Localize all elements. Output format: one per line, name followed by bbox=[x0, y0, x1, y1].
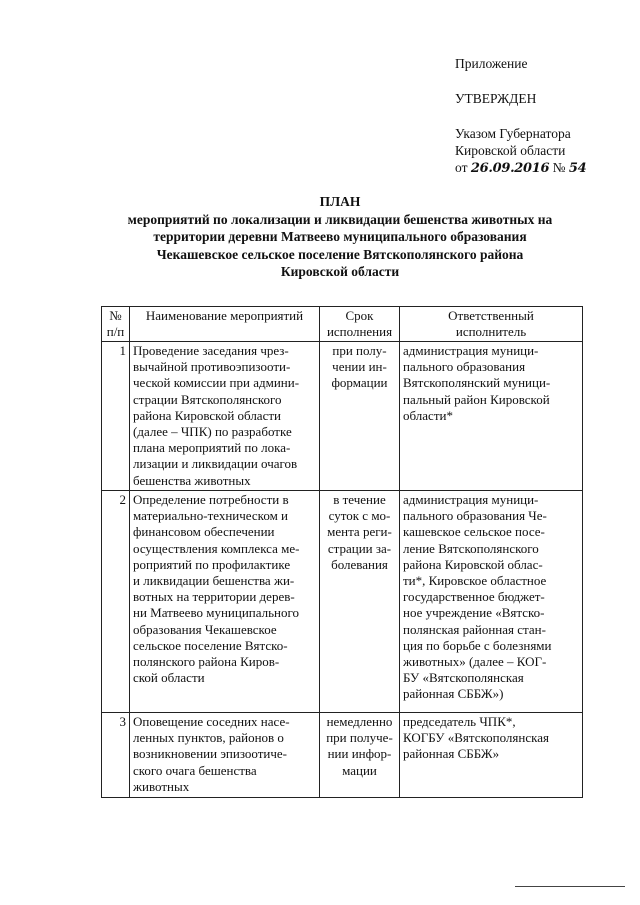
row-name: Оповещение соседних насе- ленных пунктов, районов о возникновении эпизоотиче- ского очага бешенства животных bbox=[130, 713, 320, 798]
row-term: в течение суток с мо- мента реги- страции за- болевания bbox=[320, 491, 400, 713]
table-row bbox=[102, 342, 583, 491]
row-name: Определение потребности в материально-техническом и финансовом обеспечении осуществления комплекса ме- роприятий по профилактике и ликвидации бешенства жи- вотных на территории дерев- ни Матвеево муниципального образования Чекашевское сельское поселение Вятско- полянского района Киров- ской области bbox=[130, 491, 320, 713]
measures-table bbox=[101, 306, 583, 798]
header-responsible: Ответственный исполнитель bbox=[400, 307, 583, 342]
row-num: 1 bbox=[102, 342, 130, 491]
row-responsible: администрация муници- пального образования Че- кашевское сельское посе- ление Вятскополянского района Кировской облас- ти*, Кировское областное государственное бюджет- ное учреждение «Вятско- полянская районная стан- ция по борьбе с болезнями животных» (далее – КОГ- БУ «Вятскополянская районная СББЖ») bbox=[400, 491, 583, 713]
region-label: Кировской области bbox=[455, 143, 566, 158]
appendix-label: Приложение bbox=[455, 56, 528, 71]
header-term: Срок исполнения bbox=[320, 307, 400, 342]
header-num: № п/п bbox=[102, 307, 130, 342]
row-name: Проведение заседания чрез- вычайной противоэпизооти- ческой комиссии при админи- страции Вятскополянского района Кировской области (далее – ЧПК) по разработке плана мероприятий по лока- лизации и ликвидации очагов бешенства животных bbox=[130, 342, 320, 491]
plan-subtitle: мероприятий по локализации и ликвидации бешенства животных на территории деревни Матвеево муниципального образования Чекашевское сельское поселение Вятскополянского района Кировской области bbox=[127, 211, 553, 279]
row-term: немедленно при получе- нии инфор- мации bbox=[320, 713, 400, 798]
plan-heading: ПЛАН bbox=[319, 194, 361, 209]
approval-block bbox=[455, 55, 635, 177]
row-term: при полу- чении ин- формации bbox=[320, 342, 400, 491]
number-prefix: № bbox=[552, 160, 566, 175]
table-header-row bbox=[102, 307, 583, 342]
decree-label: Указом Губернатора bbox=[455, 126, 571, 141]
table-row bbox=[102, 491, 583, 713]
approved-label: УТВЕРЖДЕН bbox=[455, 91, 537, 106]
header-name: Наименование мероприятий bbox=[130, 307, 320, 342]
table-row bbox=[102, 713, 583, 798]
date-prefix: от bbox=[455, 160, 468, 175]
row-num: 2 bbox=[102, 491, 130, 713]
row-num: 3 bbox=[102, 713, 130, 798]
handwritten-number: 54 bbox=[568, 161, 587, 176]
row-responsible: председатель ЧПК*, КОГБУ «Вятскополянская районная СББЖ» bbox=[400, 713, 583, 798]
handwritten-date: 26.09.2016 bbox=[470, 161, 550, 176]
decree-date-line bbox=[455, 159, 635, 177]
row-responsible: администрация муници- пального образования Вятскополянский муници- пальный район Кировской области* bbox=[400, 342, 583, 491]
document-title bbox=[60, 193, 620, 281]
footer-divider bbox=[515, 886, 625, 887]
